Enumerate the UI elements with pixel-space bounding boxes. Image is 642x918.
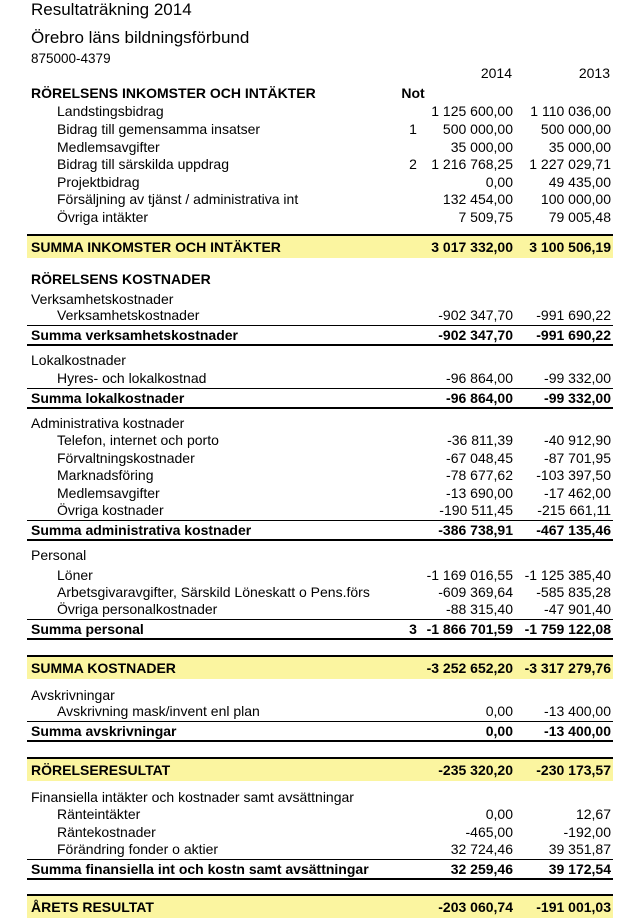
row-label: Medlemsavgifter bbox=[57, 485, 160, 501]
year-2014-header: 2014 bbox=[480, 65, 512, 81]
value-2014: -96 864,00 bbox=[446, 390, 513, 406]
value-2013: 12,67 bbox=[575, 806, 611, 822]
row-label: Räntekostnader bbox=[57, 824, 156, 840]
row-label: Medlemsavgifter bbox=[57, 139, 160, 155]
row-label: Summa lokalkostnader bbox=[31, 390, 185, 406]
year-2013-header: 2013 bbox=[578, 65, 610, 81]
table-row bbox=[27, 369, 613, 387]
value-2013: 3 100 506,19 bbox=[529, 239, 611, 255]
value-2013: -13 400,00 bbox=[544, 723, 611, 739]
value-2014: -96 864,00 bbox=[446, 370, 513, 386]
value-2013: -87 701,95 bbox=[544, 450, 611, 466]
total-row bbox=[27, 859, 613, 880]
value-2013: -40 912,90 bbox=[544, 432, 611, 448]
table-row bbox=[27, 600, 613, 618]
value-2013: -192,00 bbox=[563, 824, 611, 840]
table-row bbox=[27, 208, 613, 226]
value-2013: -467 135,46 bbox=[536, 522, 611, 538]
table-row bbox=[27, 566, 613, 584]
table-row bbox=[27, 501, 613, 519]
value-2014: -88 315,40 bbox=[446, 601, 513, 617]
note-reference: 2 bbox=[409, 156, 417, 172]
value-2013: 1 110 036,00 bbox=[530, 103, 611, 119]
row-label: Telefon, internet och porto bbox=[57, 432, 219, 448]
value-2014: -3 252 652,20 bbox=[426, 660, 513, 676]
value-2014: 1 216 768,25 bbox=[431, 156, 513, 172]
row-label: SUMMA KOSTNADER bbox=[31, 660, 176, 676]
group-heading-row bbox=[27, 414, 613, 432]
value-2013: -1 125 385,40 bbox=[524, 567, 611, 583]
row-label: Löner bbox=[57, 567, 93, 583]
value-2013: 35 000,00 bbox=[548, 139, 611, 155]
row-label: Bidrag till särskilda uppdrag bbox=[57, 156, 229, 172]
table-row bbox=[27, 805, 613, 823]
table-row bbox=[27, 102, 613, 120]
row-label: Administrativa kostnader bbox=[31, 415, 185, 431]
value-2013: 500 000,00 bbox=[540, 121, 611, 137]
value-2014: -36 811,39 bbox=[447, 432, 513, 448]
table-row bbox=[27, 306, 613, 324]
value-2013: -17 462,00 bbox=[544, 485, 611, 501]
organization-name: Örebro läns bildningsförbund bbox=[31, 28, 250, 47]
value-2014: 1 125 600,00 bbox=[431, 103, 513, 119]
total-row bbox=[27, 388, 613, 409]
note-reference: Not bbox=[401, 85, 425, 101]
value-2014: 0,00 bbox=[485, 703, 513, 719]
value-2013: -13 400,00 bbox=[544, 703, 611, 719]
value-2013: -191 001,03 bbox=[536, 899, 611, 915]
row-label: Avskrivning mask/invent enl plan bbox=[57, 703, 260, 719]
row-label: Marknadsföring bbox=[57, 467, 154, 483]
value-2014: 0,00 bbox=[485, 806, 513, 822]
table-row bbox=[27, 120, 613, 138]
row-label: SUMMA INKOMSTER OCH INTÄKTER bbox=[31, 239, 281, 255]
value-2013: -1 759 122,08 bbox=[524, 621, 611, 637]
total-row bbox=[27, 619, 613, 640]
value-2014: -1 169 016,55 bbox=[426, 567, 513, 583]
value-2013: 39 172,54 bbox=[548, 861, 611, 877]
value-2013: 49 435,00 bbox=[548, 174, 611, 190]
row-label: Avskrivningar bbox=[31, 687, 115, 703]
row-label: Finansiella intäkter och kostnader samt avsättningar bbox=[31, 789, 354, 805]
value-2014: -1 866 701,59 bbox=[426, 621, 513, 637]
row-label: Summa avskrivningar bbox=[31, 723, 177, 739]
value-2013: -230 173,57 bbox=[536, 762, 611, 778]
value-2014: 132 454,00 bbox=[442, 191, 513, 207]
value-2014: 0,00 bbox=[485, 174, 513, 190]
value-2014: 35 000,00 bbox=[450, 139, 513, 155]
group-heading-row bbox=[27, 788, 613, 806]
value-2014: 0,00 bbox=[485, 723, 513, 739]
table-row bbox=[27, 823, 613, 841]
row-label: Övriga kostnader bbox=[57, 502, 164, 518]
value-2014: -902 347,70 bbox=[438, 327, 513, 343]
value-2014: -13 690,00 bbox=[446, 485, 513, 501]
row-label: Projektbidrag bbox=[57, 174, 140, 190]
value-2014: -67 048,45 bbox=[446, 450, 513, 466]
value-2014: 32 259,46 bbox=[450, 861, 513, 877]
row-label: Landstingsbidrag bbox=[57, 103, 164, 119]
value-2014: -609 369,64 bbox=[438, 584, 513, 600]
row-label: Förvaltningskostnader bbox=[57, 450, 195, 466]
total-row bbox=[27, 325, 613, 346]
row-label: Bidrag till gemensamma insatser bbox=[57, 121, 261, 137]
row-label: RÖRELSENS INKOMSTER OCH INTÄKTER bbox=[31, 85, 316, 101]
note-reference: 3 bbox=[409, 621, 417, 637]
row-label: Arbetsgivaravgifter, Särskild Löneskatt o Pens.förs bbox=[57, 584, 370, 600]
value-2013: 1 227 029,71 bbox=[529, 156, 611, 172]
value-2014: -386 738,91 bbox=[438, 522, 513, 538]
value-2013: -991 690,22 bbox=[536, 327, 611, 343]
document-title: Resultaträkning 2014 bbox=[31, 0, 192, 19]
row-label: Personal bbox=[31, 547, 87, 563]
row-label: Övriga intäkter bbox=[57, 209, 149, 225]
value-2014: -235 320,20 bbox=[438, 762, 513, 778]
row-label: Förändring fonder o aktier bbox=[57, 841, 219, 857]
value-2013: -99 332,00 bbox=[544, 390, 611, 406]
row-label: Verksamhetskostnader bbox=[57, 307, 200, 323]
table-row bbox=[27, 173, 613, 191]
note-reference: 1 bbox=[409, 121, 417, 137]
table-row bbox=[27, 155, 613, 173]
value-2013: 79 005,48 bbox=[548, 209, 611, 225]
total-row bbox=[27, 721, 613, 742]
value-2014: -78 677,62 bbox=[446, 467, 513, 483]
row-label: Summa finansiella int och kostn samt avsättningar bbox=[31, 861, 369, 877]
row-label: Summa verksamhetskostnader bbox=[31, 327, 238, 343]
value-2014: 32 724,46 bbox=[450, 841, 513, 857]
value-2013: -585 835,28 bbox=[536, 584, 611, 600]
value-2014: 500 000,00 bbox=[442, 121, 513, 137]
value-2013: -103 397,50 bbox=[536, 467, 611, 483]
table-row bbox=[27, 484, 613, 502]
value-2013: -3 317 279,76 bbox=[524, 660, 611, 676]
section-heading-row bbox=[27, 84, 613, 102]
total-row bbox=[27, 234, 613, 258]
value-2014: -902 347,70 bbox=[438, 307, 513, 323]
table-row bbox=[27, 466, 613, 484]
value-2014: -203 060,74 bbox=[438, 899, 513, 915]
row-label: Summa administrativa kostnader bbox=[31, 522, 252, 538]
value-2013: 100 000,00 bbox=[540, 191, 611, 207]
organization-number: 875000-4379 bbox=[31, 51, 111, 66]
value-2013: -215 661,11 bbox=[537, 502, 611, 518]
value-2014: 3 017 332,00 bbox=[431, 239, 513, 255]
row-label: Övriga personalkostnader bbox=[57, 601, 218, 617]
row-label: ÅRETS RESULTAT bbox=[31, 899, 154, 915]
row-label: Försäljning av tjänst / administrativa int bbox=[57, 191, 299, 207]
table-row bbox=[27, 449, 613, 467]
value-2013: -47 901,40 bbox=[544, 601, 611, 617]
table-row bbox=[27, 431, 613, 449]
row-label: Verksamhetskostnader bbox=[31, 291, 174, 307]
table-row bbox=[27, 583, 613, 601]
total-row bbox=[27, 757, 613, 781]
table-row bbox=[27, 138, 613, 156]
table-row bbox=[27, 702, 613, 720]
section-heading-row bbox=[27, 270, 613, 288]
row-label: Ränteintäkter bbox=[57, 806, 141, 822]
value-2014: -190 511,45 bbox=[439, 502, 513, 518]
table-row bbox=[27, 840, 613, 858]
total-row bbox=[27, 894, 613, 918]
value-2014: -465,00 bbox=[465, 824, 513, 840]
row-label: Lokalkostnader bbox=[31, 352, 126, 368]
group-heading-row bbox=[27, 351, 613, 369]
value-2014: 7 509,75 bbox=[458, 209, 513, 225]
value-2013: -991 690,22 bbox=[536, 307, 611, 323]
total-row bbox=[27, 520, 613, 541]
row-label: Summa personal bbox=[31, 621, 144, 637]
value-2013: -99 332,00 bbox=[544, 370, 611, 386]
row-label: RÖRELSERESULTAT bbox=[31, 762, 171, 778]
value-2013: 39 351,87 bbox=[548, 841, 611, 857]
row-label: Hyres- och lokalkostnad bbox=[57, 370, 207, 386]
row-label: RÖRELSENS KOSTNADER bbox=[31, 271, 211, 287]
table-row bbox=[27, 190, 613, 208]
group-heading-row bbox=[27, 546, 613, 564]
total-row bbox=[27, 655, 613, 679]
